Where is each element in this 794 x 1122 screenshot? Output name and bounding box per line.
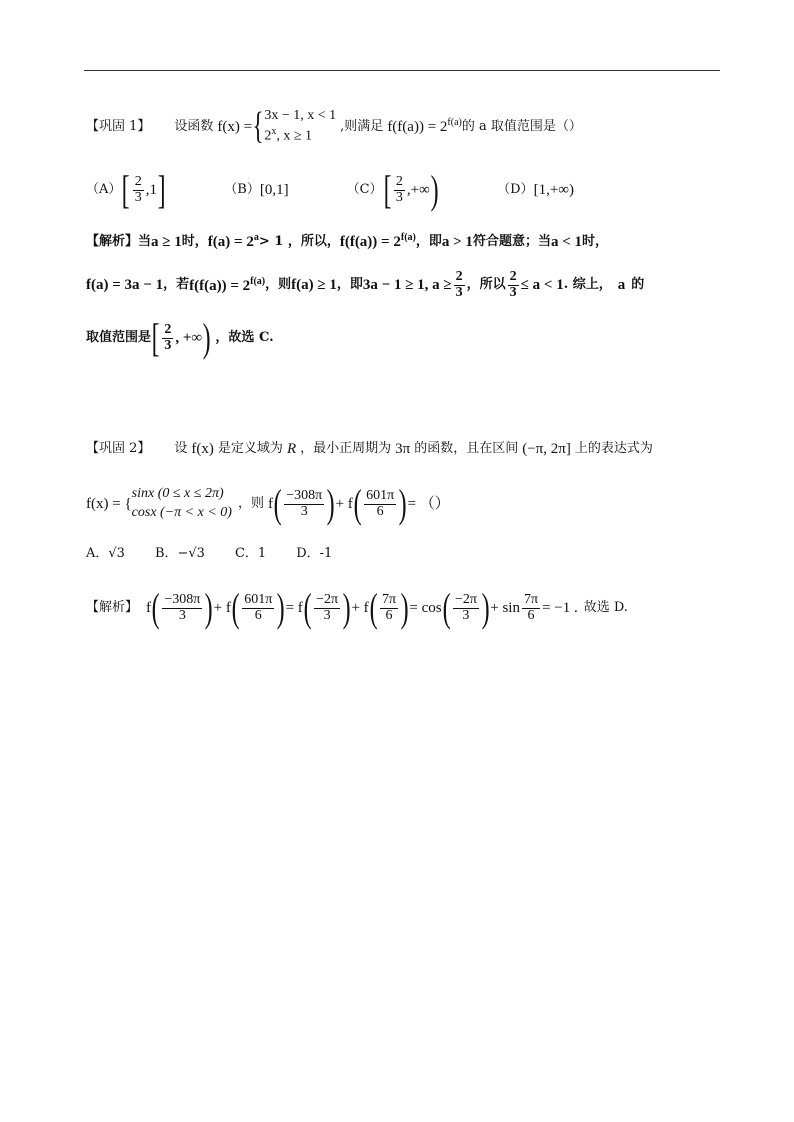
q1-stem-fx: f(x) = xyxy=(217,118,253,135)
q1-cases xyxy=(264,107,336,147)
q1-solution-line2: f(a) = 3a − 1 ，若 $f(f(a)) = 2^{f(a)}$ ，则 f(a) ≥ 1 ，即 3a − 1 ≥ 1, a ≥ $\frac{2}{3}$ ，所以 $\frac{2}{3}$ ≤ a < 1 . 综上， a 的 xyxy=(86,269,645,300)
q1-stem xyxy=(86,104,582,150)
q1-solution-line3: 取值范围是 [ $\frac{2}{3}$ , +∞ ) ，故选 C. xyxy=(86,315,274,360)
q1-stem-eq: $f(f(a)) = 2^{f(a)}$ xyxy=(387,117,462,136)
q1-option-d: （D） [ 1,+∞ ) xyxy=(497,182,574,198)
q2-sol-label: 【解析】 xyxy=(86,600,139,616)
q2-cases: sinx (0 ≤ x ≤ 2π) cosx (−π < x < 0) xyxy=(131,486,232,520)
q2-stem-line2: f(x) = { sinx (0 ≤ x ≤ 2π) cosx (−π < x < 0) ，则 f ( $\frac{-308\pi}{3}$ ) + f ( $\frac{601\pi}{6}$ ) = （） xyxy=(86,481,450,526)
q1-brace: { xyxy=(252,105,264,147)
q2-option-a: A．√3 xyxy=(86,546,125,561)
q1-option-c: （C） [ $\frac{2}{3}$ ,+∞ ) xyxy=(346,167,439,212)
q2-label: 【巩固 2】 xyxy=(86,441,151,457)
q1-label: 【巩固 1】 xyxy=(86,119,151,134)
q1-option-b: （B） [ 0,1 ] xyxy=(224,182,289,198)
q1-case1: 3x − 1, x < 1 xyxy=(264,107,337,123)
q1-sol-label: 【解析】 xyxy=(86,233,139,249)
q2-options xyxy=(86,546,332,562)
q2-option-b: B．−√3 xyxy=(154,546,205,561)
q2-solution: 【解析】 f ( $\frac{-308\pi}{3}$ ) + f ( $\frac{601\pi}{6}$ ) = f ( $\frac{-2\pi}{3}$ ) + f ( $\frac{7\pi}{6}$ ) = cos ( $\frac{-2\pi}{3}$ ) + sin $\frac{7\pi}{6}$ = −1 . 故选 D. xyxy=(86,585,628,630)
q1-stem-prefix: 设函数 xyxy=(174,119,214,134)
header-rule xyxy=(84,70,720,71)
q1-stem-mid: ,则满足 xyxy=(340,119,384,134)
q2-stem-line1: 【巩固 2】 设 f(x) 是定义域为 R ，最小正周期为 3π 的函数，且在区间 (−π, 2π] 上的表达式为 xyxy=(86,441,653,457)
q1-solution-line1: 【解析】 当 a ≥ 1 时， $f(a) = 2^a$ > 1 ，所以， $f(f(a)) = 2^{f(a)}$ ，即 a > 1 符合题意；当 a < 1 时， xyxy=(86,232,609,250)
q1-option-a: （A） [ $\frac{2}{3}$ ,1 ] xyxy=(86,167,166,212)
q2-option-d: D．-1 xyxy=(296,546,333,561)
q1-options xyxy=(86,167,632,212)
q1-stem-suffix: 的 a 取值范围是（） xyxy=(461,119,582,134)
q2-option-c: C．1 xyxy=(234,546,267,561)
q1-case2: 2$^x$, x ≥ 1 xyxy=(264,126,313,145)
